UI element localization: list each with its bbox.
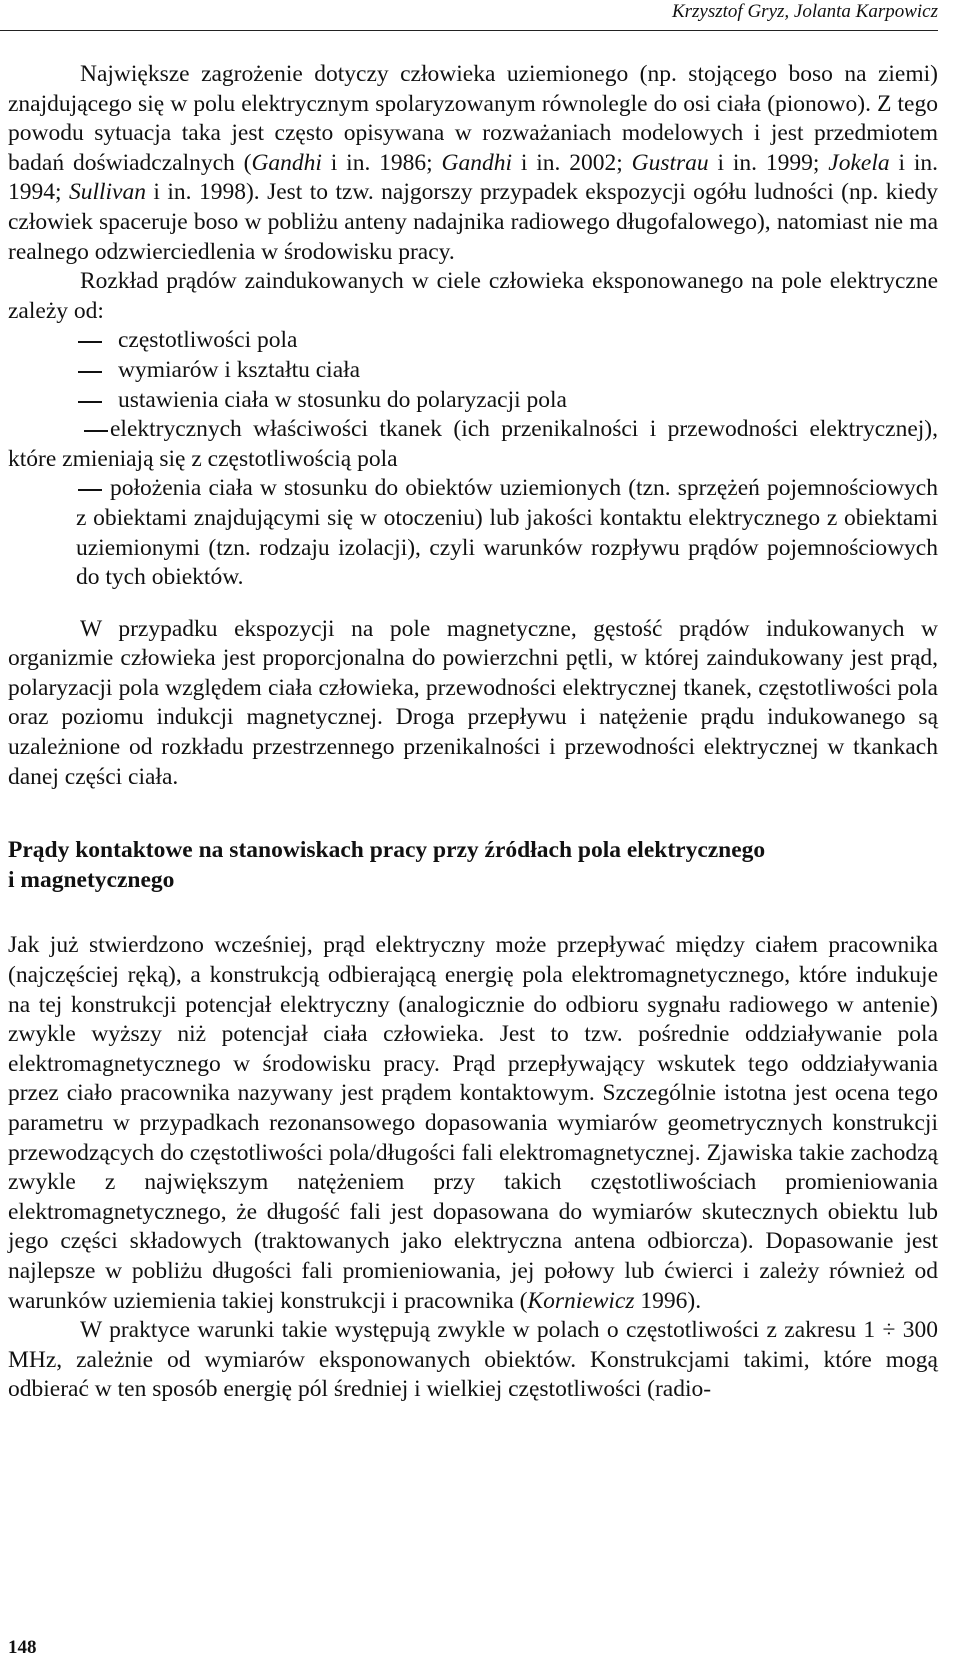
- citation-author: Gustrau: [631, 149, 709, 176]
- citation-author: Sullivan: [68, 179, 146, 206]
- text-run: Największe zagrożenie dotyczy człowieka uziemionego (np. stojącego boso na ziemi) znajdującego się w polu elektrycznym spolaryzowanym równolegle do osi ciała (pionowo). Z tego powodu sytuacja taka jest często opisywana w rozważaniach modelowych i jest przedmiotem badań doświadczalnych (: [8, 61, 938, 176]
- paragraph-current-distribution-intro: Rozkład prądów zaindukowanych w ciele człowieka eksponowanego na pole elektryczne zależy od:: [8, 268, 938, 324]
- page-body: [8, 60, 938, 1405]
- list-item-text: ustawienia ciała w stosunku do polaryzacji pola: [118, 386, 567, 413]
- text-run: i in. 1986;: [321, 149, 442, 176]
- text-run: Jak już stwierdzono wcześniej, prąd elektryczny może przepływać między ciałem pracownika (najczęściej ręką), a konstrukcją odbierającą energię pola elektromagnetycznego, które indukuje na tej konstrukcji potencjał elektryczny (analogicznie do odbioru sygnału radiowego w antenie) zwykle wyższy niż potencjał ciała człowieka. Jest to tzw. pośrednie oddziaływanie pola elektromagnetycznego w środowisku pracy. Prąd przepływający wskutek tego oddziaływania przez ciało pracownika nazywany jest prądem kontaktowym. Szczególnie istotna jest ocena tego parametru w przypadkach rezonansowego dopasowania wymiarów geometrycznych konstrukcji przewodzących do częstotliwości pola/długości fali elektromagnetycznej. Zjawiska takie zachodzą zwykle z największym natężeniem przy takich częstotliwościach promieniowania elektromagnetycznego, że długość fali jest dopasowana do wymiarów skutecznych obiektu lub jego części składowych (traktowanych jako elektryczna antena odbiorcza). Dopasowanie jest najlepsze w pobliżu długości fali promieniowania, jej połowy lub ćwierci i zależy również od warunków uziemienia takiej konstrukcji i pracownika (: [8, 932, 938, 1314]
- paragraph-contact-currents: [8, 931, 938, 1316]
- paragraph-grounded-person: [8, 60, 938, 267]
- dash-bullet-icon: [78, 489, 102, 491]
- list-item-text: wymiarów i kształtu ciała: [118, 356, 361, 383]
- list-item-text: elektrycznych właściwości tkanek (ich przenikalności i przewodności elektrycznej), które zmieniają się z częstotliwością pola: [8, 416, 938, 472]
- list-item: [8, 326, 938, 356]
- list-item: [8, 474, 938, 592]
- section-heading-line-1: Prądy kontaktowe na stanowiskach pracy przy źródłach pola elektrycznego: [8, 837, 766, 864]
- running-title: Krzysztof Gryz, Jolanta Karpowicz: [671, 1, 938, 22]
- paragraph-frequency-range: W praktyce warunki takie występują zwykle w polach o częstotliwości z zakresu 1 ÷ 300 MHz, zależnie od wymiarów eksponowanych obiektów. Konstrukcjami takimi, które mogą odbierać w ten sposób energię pól średniej i wielkiej częstotliwości (radio-: [8, 1317, 938, 1403]
- running-header: [0, 0, 938, 31]
- dash-bullet-icon: [84, 430, 108, 432]
- list-item-text: położenia ciała w stosunku do obiektów uziemionych (tzn. sprzężeń pojemnościowych z obiektami znajdującymi się w otoczeniu) lub jakości kontaktu elektrycznego z obiektami uziemionymi (tzn. rodzaju izolacji), czyli warunków rozpływu prądów pojemnościowych do tych obiektów.: [76, 475, 938, 591]
- dash-bullet-icon: [78, 401, 102, 403]
- citation-author: Gandhi: [251, 149, 322, 176]
- list-item: [8, 386, 938, 416]
- text-run: i in. 1999;: [708, 149, 829, 176]
- citation-author: Korniewicz: [527, 1287, 635, 1314]
- citation-author: Gandhi: [441, 149, 513, 176]
- list-item-text: częstotliwości pola: [118, 327, 298, 354]
- text-run: i in. 1998). Jest to tzw. najgorszy przypadek ekspozycji ogółu ludności (np. kiedy człowiek spaceruje boso w pobliżu anteny nadajnika radiowego długofalowego), natomiast nie ma realnego odzwierciedlenia w środowisku pracy.: [8, 179, 939, 265]
- text-run: 1996).: [634, 1287, 702, 1314]
- dash-bullet-icon: [78, 371, 102, 373]
- list-item: [8, 356, 938, 386]
- paragraph-magnetic-field: W przypadku ekspozycji na pole magnetyczne, gęstość prądów indukowanych w organizmie człowieka jest proporcjonalna do powierzchni pętli, w której zaindukowany jest prąd, polaryzacji pola względem ciała człowieka, przewodności elektrycznej tkanek, częstotliwości pola oraz poziomu indukcji magnetycznej. Droga przepływu i natężenie prądu indukowanego są uzależnione od rozkładu przestrzennego przenikalności i przewodności elektrycznej w tkankach danej części ciała.: [8, 615, 938, 790]
- dash-bullet-icon: [78, 341, 102, 343]
- list-item: [8, 415, 938, 474]
- factor-list: [8, 326, 938, 592]
- section-heading: [8, 836, 938, 895]
- text-run: i in. 1994;: [8, 149, 938, 206]
- section-heading-line-2: i magnetycznego: [8, 866, 175, 893]
- text-run: i in. 2002;: [512, 149, 632, 176]
- page-number: 148: [8, 1637, 37, 1658]
- citation-author: Jokela: [828, 149, 890, 176]
